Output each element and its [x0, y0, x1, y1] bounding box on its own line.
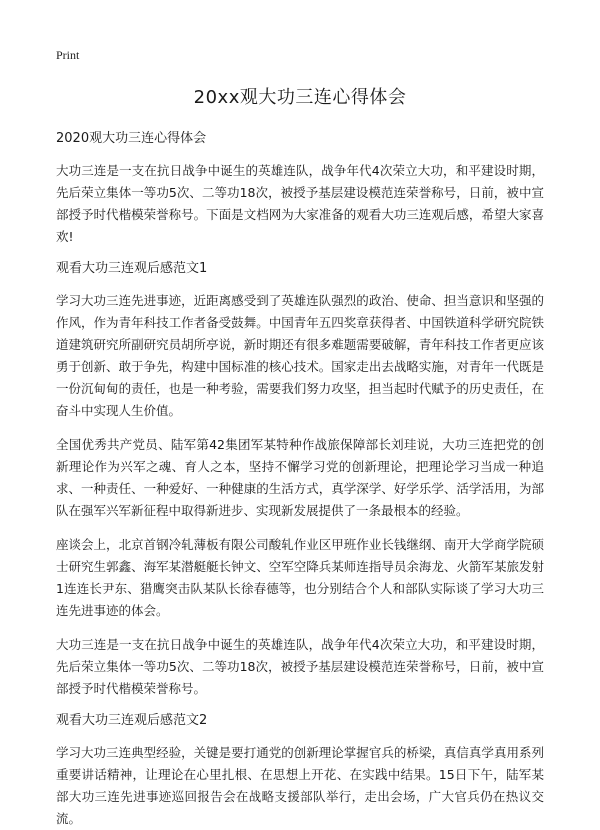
section-1-heading: 观看大功三连观后感范文1 [56, 261, 208, 276]
section-1-paragraph: 学习大功三连先进事迹，近距离感受到了英雄连队强烈的政治、使命、担当意识和坚强的作风，作为青年科技工作者备受鼓舞。中国青年五四奖章获得者、中国铁道科学研究院铁道建筑研究所副研究员胡所亭说，新时期还有很多难题需要破解，青年科技工作者更应该勇于创新、敢于争先，构建中国标准的核心技术。国家走出去战略实施，对青年一代既是一份沉甸甸的责任，也是一种考验，需要我们努力攻坚，担当起时代赋予的历史责任，在奋斗中实现人生价值。 [56, 293, 544, 418]
section-1-paragraph: 全国优秀共产党员、陆军第42集团军某特种作战旅保障部长刘珪说，大功三连把党的创新理论作为兴军之魂、育人之本，坚持不懈学习党的创新理论，把理论学习当成一种追求、一种责任、一种爱好、一种健康的生活方式，真学深学、好学乐学、活学活用，为部队在强军兴军新征程中取得新进步、实现新发展提供了一条最根本的经验。 [56, 437, 544, 518]
section-1-paragraph: 大功三连是一支在抗日战争中诞生的英雄连队，战争年代4次荣立大功，和平建设时期，先后荣立集体一等功5次、二等功18次，被授予基层建设模范连荣誉称号，日前，被中宣部授予时代楷模荣誉称号。 [56, 637, 544, 696]
section-2-heading: 观看大功三连观后感范文2 [56, 713, 208, 728]
document-title: 20xx观大功三连心得体会 [193, 87, 407, 108]
section-1-paragraph: 座谈会上，北京首钢冷轧薄板有限公司酸轧作业区甲班作业长钱继纲、南开大学商学院硕士研究生郭鑫、海军某潜艇艇长钟文、空军空降兵某师连指导员余海龙、火箭军某旅发射1连连长尹东、猎鹰突击队某队长徐春德等，也分别结合个人和部队实际谈了学习大功三连先进事迹的体会。 [56, 537, 544, 618]
print-label: Print [56, 48, 80, 62]
section-2-paragraph: 学习大功三连典型经验，关键是要打通党的创新理论掌握官兵的桥梁，真信真学真用系列重要讲话精神，让理论在心里扎根、在思想上开花、在实践中结果。15日下午，陆军某部大功三连先进事迹巡回报告会在战略支援部队举行，走出会场，广大官兵仍在热议交流。 [56, 745, 544, 826]
intro-paragraph: 大功三连是一支在抗日战争中诞生的英雄连队，战争年代4次荣立大功，和平建设时期，先后荣立集体一等功5次、二等功18次，被授予基层建设模范连荣誉称号，日前，被中宣部授予时代楷模荣誉称号。下面是文档网为大家准备的观看大功三连观后感，希望大家喜欢! [56, 163, 544, 244]
document-subtitle: 2020观大功三连心得体会 [56, 131, 207, 146]
